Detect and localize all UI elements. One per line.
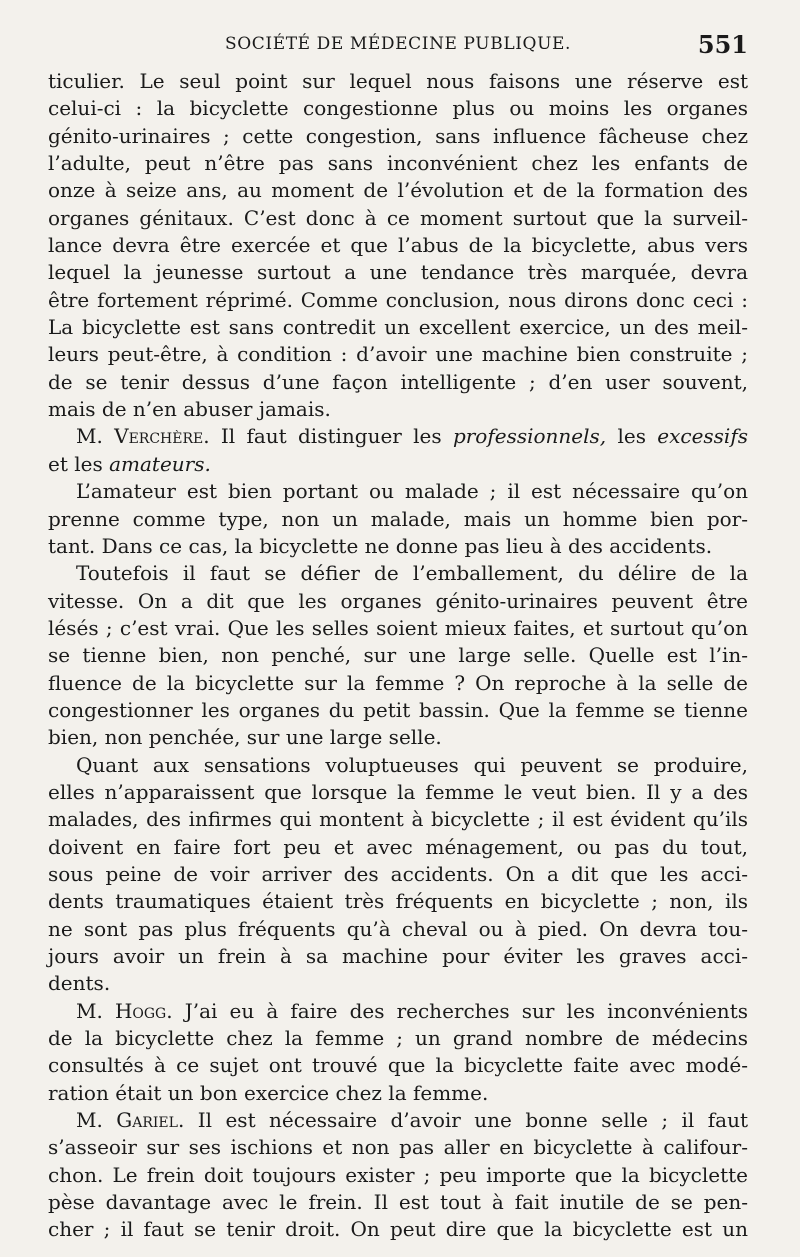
text-line: M. Gariel. Il est nécessaire d’avoir une bonne selle ; il faut — [76, 1108, 748, 1133]
text-line: ne sont pas plus fréquents qu’à cheval ou à pied. On devra tou- — [48, 916, 748, 941]
text-line: leurs peut-être, à condition : d’avoir une machine bien construite ; — [48, 342, 748, 367]
text-line: être fortement réprimé. Comme conclusion, nous dirons donc ceci : — [48, 287, 748, 312]
text-line: L’amateur est bien portant ou malade ; il est nécessaire qu’on — [76, 479, 748, 504]
text-line: M. Hogg. J’ai eu à faire des recherches sur les inconvénients — [76, 998, 748, 1023]
text-line: lance devra être exercée et que l’abus de la bicyclette, abus vers — [48, 233, 748, 258]
text-line: malades, des infirmes qui montent à bicyclette ; il est évident qu’ils — [48, 807, 748, 832]
text-line: mais de n’en abuser jamais. — [48, 397, 331, 422]
text-line: La bicyclette est sans contredit un excellent exercice, un des meil- — [48, 315, 748, 340]
text-line: Quant aux sensations voluptueuses qui peuvent se produire, — [76, 752, 748, 777]
text-line: de la bicyclette chez la femme ; un grand nombre de médecins — [48, 1026, 748, 1051]
page-number: 551 — [697, 30, 748, 59]
text-line: dents. — [48, 971, 111, 996]
text-line: s’asseoir sur ses ischions et non pas aller en bicyclette à califour- — [48, 1135, 748, 1160]
text-line: l’adulte, peut n’être pas sans inconvénient chez les enfants de — [48, 151, 748, 176]
running-title: SOCIÉTÉ DE MÉDECINE PUBLIQUE. — [224, 34, 572, 54]
text-line: organes génitaux. C’est donc à ce moment surtout que la surveil- — [48, 205, 748, 230]
page-header — [48, 30, 748, 60]
body-text — [48, 68, 748, 1244]
text-line: Toutefois il faut se défier de l’emballement, du délire de la — [76, 561, 748, 586]
text-line: celui-ci : la bicyclette congestionne plus ou moins les organes — [48, 96, 748, 121]
speaker-name: M. Verchère. — [76, 424, 210, 449]
text-line: consultés à ce sujet ont trouvé que la bicyclette faite avec modé- — [48, 1053, 748, 1078]
text-line: vitesse. On a dit que les organes génito-urinaires peuvent être — [48, 588, 748, 613]
text-line: tant. Dans ce cas, la bicyclette ne donne pas lieu à des accidents. — [48, 533, 713, 558]
text-line: elles n’apparaissent que lorsque la femme le veut bien. Il y a des — [48, 779, 748, 804]
text-line: jours avoir un frein à sa machine pour éviter les graves acci- — [48, 944, 748, 968]
text-line: doivent en faire fort peu et avec ménagement, ou pas du tout, — [48, 834, 748, 859]
italic-term: excessifs — [657, 424, 748, 449]
text-line: lésés ; c’est vrai. Que les selles soient mieux faites, et surtout qu’on — [48, 615, 748, 640]
text-line: sous peine de voir arriver des accidents. On a dit que les acci- — [48, 861, 748, 886]
text-line: dents traumatiques étaient très fréquents en bicyclette ; non, ils — [48, 889, 748, 914]
text-line: se tienne bien, non penché, sur une large selle. Quelle est l’in- — [48, 643, 748, 668]
text-line: pèse davantage avec le frein. Il est tout à fait inutile de se pen- — [48, 1190, 748, 1215]
text-line: cher ; il faut se tenir droit. On peut dire que la bicyclette est un — [48, 1217, 748, 1242]
text-line: bien, non penchée, sur une large selle. — [48, 725, 442, 750]
text-line: lequel la jeunesse surtout a une tendance très marquée, devra — [48, 260, 748, 285]
text-line: prenne comme type, non un malade, mais un homme bien por- — [48, 506, 748, 531]
speaker-name: M. Gariel. — [76, 1108, 185, 1133]
text-line: ration était un bon exercice chez la femme. — [48, 1080, 489, 1105]
text-line: M. Verchère. Il faut distinguer les professionnels, les excessifs — [76, 424, 748, 449]
text-line: ticulier. Le seul point sur lequel nous faisons une réserve est — [48, 69, 748, 93]
italic-term: amateurs. — [109, 451, 211, 476]
text-line: de se tenir dessus d’une façon intelligente ; d’en user souvent, — [48, 369, 748, 394]
text-line: onze à seize ans, au moment de l’évolution et de la formation des — [48, 178, 748, 203]
text-line: fluence de la bicyclette sur la femme ? On reproche à la selle de — [48, 670, 748, 695]
text-line: congestionner les organes du petit bassin. Que la femme se tienne — [48, 697, 748, 722]
text-line: et les amateurs. — [48, 451, 211, 476]
italic-term: professionnels, — [452, 424, 607, 449]
text-line: génito-urinaires ; cette congestion, sans influence fâcheuse chez — [48, 123, 748, 148]
speaker-name: M. Hogg. — [76, 998, 173, 1023]
text-line: chon. Le frein doit toujours exister ; peu importe que la bicyclette — [48, 1162, 748, 1187]
